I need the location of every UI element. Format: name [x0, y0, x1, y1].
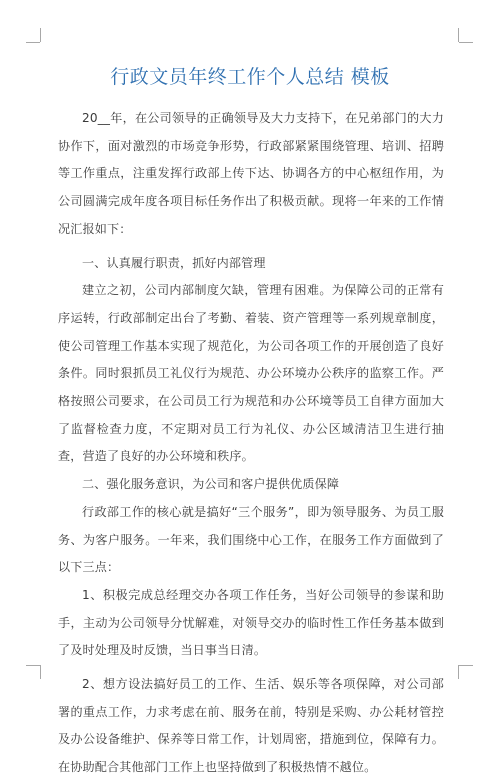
section-heading-2: 二、强化服务意识，为公司和客户提供优质保障	[82, 477, 340, 492]
list-item-2: 2、想方设法搞好员工的工作、生活、娱乐等各项保障，对公司部署的重点工作，力求考虑在前、服务在前，特别是采购、办公耗材管控及办公设备维护、保养等日常工作，计划周密，措施到位，保障有力。在协助配合其他部门工作上也坚持做到了积极热情不越位。	[58, 677, 444, 775]
document-body	[58, 105, 444, 782]
section-2-paragraph: 行政部工作的核心就是搞好“三个服务”，即为领导服务、为员工服务、为客户服务。一年来，我们围绕中心工作，在服务工作方面做到了以下三点：	[58, 504, 444, 575]
intro-paragraph: 20__年，在公司领导的正确领导及大力支持下，在兄弟部门的大力协作下，面对激烈的市场竞争形势，行政部紧紧围绕管理、培训、招聘等工作重点，注重发挥行政部上传下达、协调各方的中心枢纽作用，为公司圆满完成年度各项目标任务作出了积极贡献。现将一年来的工作情况汇报如下：	[58, 111, 444, 236]
list-item-1: 1、积极完成总经理交办各项工作任务，当好公司领导的参谋和助手，主动为公司领导分忧解难，对领导交办的临时性工作任务基本做到了及时处理及时反馈，当日事当日清。	[58, 587, 444, 658]
section-1-paragraph: 建立之初，公司内部制度欠缺，管理有困难。为保障公司的正常有序运转，行政部制定出台了考勤、着装、资产管理等一系列规章制度，使公司管理工作基本实现了规范化，为公司各项工作的开展创造了良好条件。同时狠抓员工礼仪行为规范、办公环境办公秩序的监察工作。严格按照公司要求，在公司员工行为规范和办公环境等员工自律方面加大了监督检查力度，不定期对员工行为礼仪、办公区域清洁卫生进行抽查，营造了良好的办公环境和秩序。	[58, 283, 444, 464]
document-title: 行政文员年终工作个人总结 模板	[110, 66, 390, 88]
section-heading-1: 一、认真履行职责，抓好内部管理	[82, 255, 266, 270]
